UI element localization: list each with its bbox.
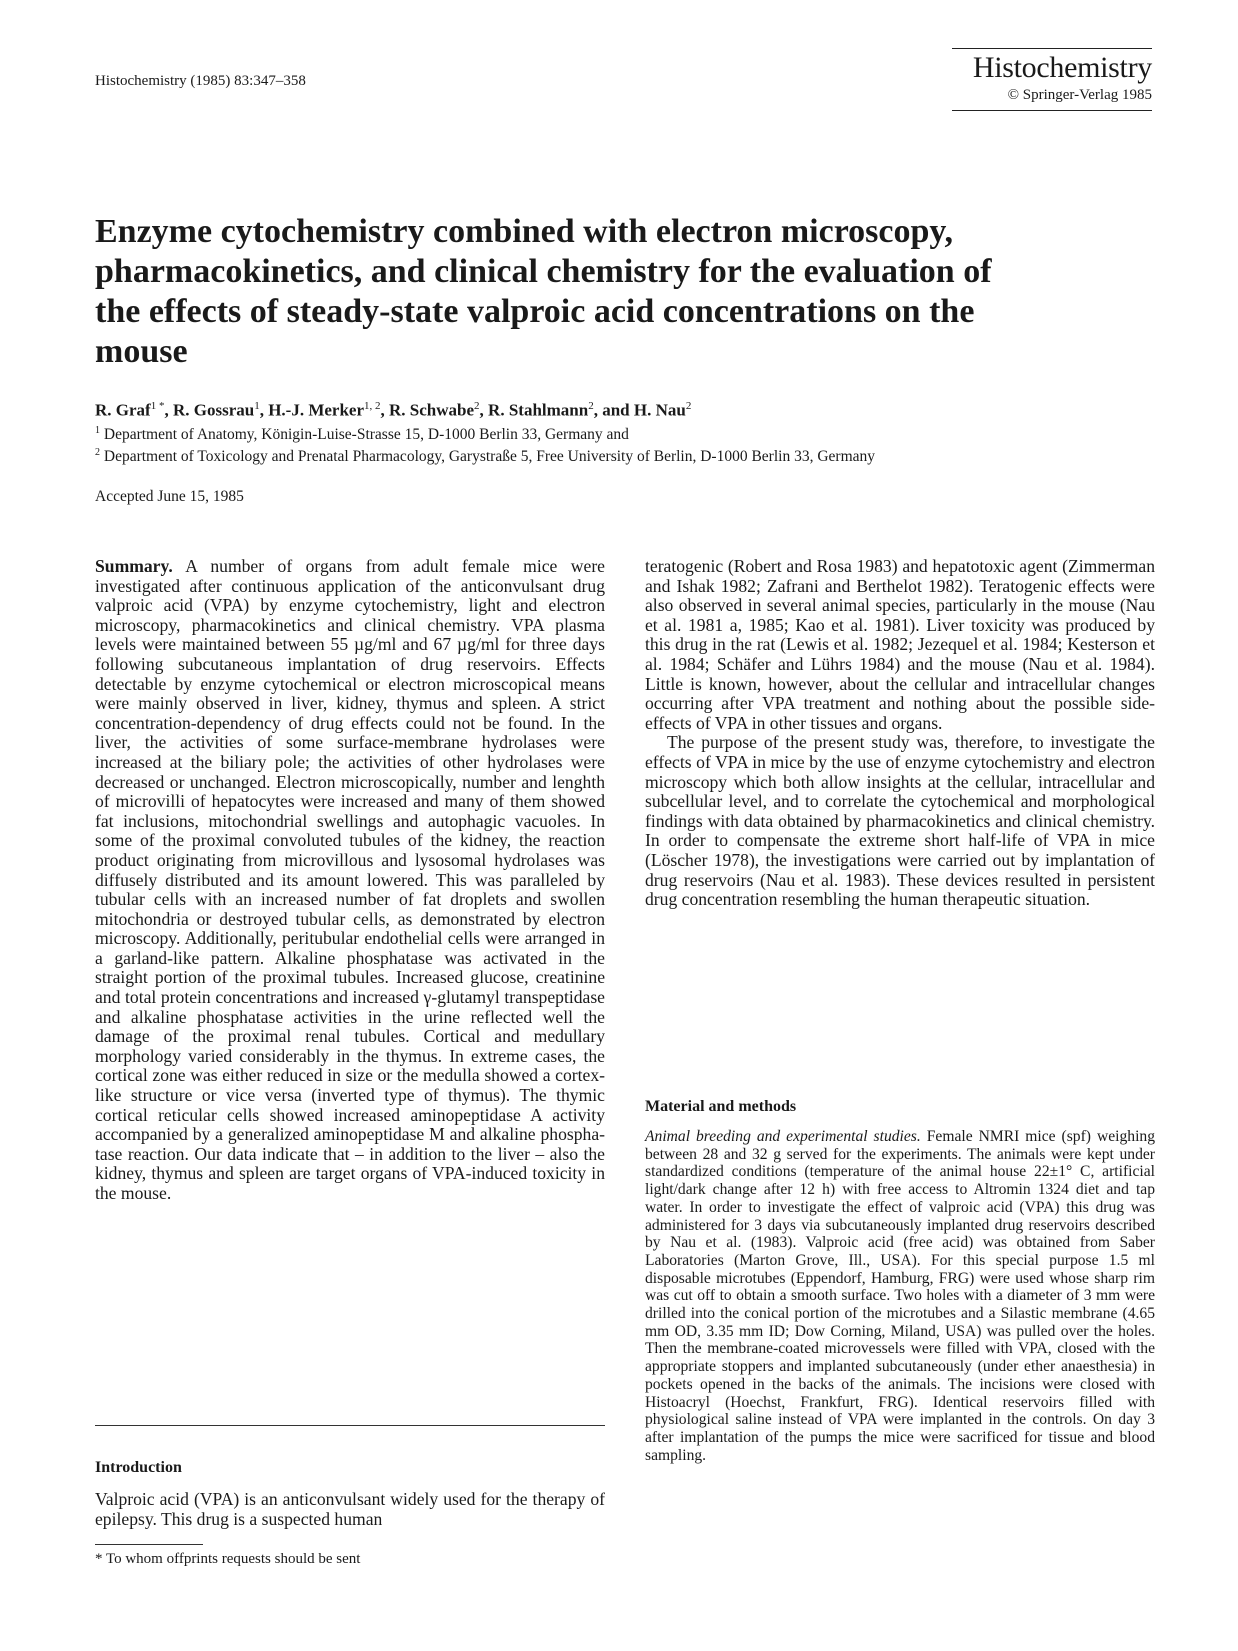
- author-affil-mark: 2: [474, 400, 480, 412]
- affiliation-text: Department of Anatomy, Königin-Luise-Strasse 15, D-1000 Berlin 33, Germany and: [103, 426, 629, 444]
- affiliation-number: 2: [95, 447, 100, 458]
- section-divider: [95, 1425, 605, 1426]
- affiliation-number: 1: [95, 425, 100, 436]
- affiliation-1: [95, 425, 629, 444]
- brand-top-rule: [952, 48, 1152, 49]
- author-affil-mark: 1: [254, 400, 260, 412]
- journal-name: Histochemistry: [972, 51, 1152, 84]
- accepted-date: Accepted June 15, 1985: [95, 488, 244, 505]
- author-affil-mark: 1 *: [150, 400, 165, 412]
- publisher-line: © Springer-Verlag 1985: [952, 85, 1152, 111]
- introduction-continued: [645, 557, 1155, 910]
- author-name: R. Graf: [95, 400, 151, 420]
- author-name: R. Gossrau: [172, 400, 255, 420]
- author-name: H.-J. Merker: [268, 400, 365, 420]
- methods-section: [645, 1128, 1155, 1464]
- author-name: R. Schwabe: [389, 400, 475, 420]
- summary-text: A number of organs from adult female mice were investigated after continuous application of the anticonvulsant drug valproic acid (VPA) by enzyme cytochemistry, light and electron microscopy, pharmacokinetics and clinical chemistry. VPA plasma levels were maintained between 55 µg/ml and 67 µg/ml for three days following subcutaneous implantation of drug reservoirs. Effects detectable by enzyme cytochemical or electron microscopical means were mainly observed in liver, kidney, thymus and spleen. A strict concentration-dependency of drug effects could not be found. In the liver, the activities of some surface-membrane hydrolases were increased at the biliary pole; the activities of other hydrolases were decreased or unchanged. Electron microscopically, number and lenghth of microvilli of hepatocytes were increased and many of them showed fat inclusions, mitochondrial swellings and autophagic vacuoles. In some of the proximal convoluted tubules of the kidney, the reaction product originating from microvillous and lysosomal hydrolases was diffusely distributed and its amount lowered. This was paralleled by tubular cells with an increased number of fat droplets and swollen mitochondria or destroyed tubular cells, as demonstrated by electron microscopy. Additionally, peritubular endothelial cells were arranged in a garland-like pattern. Alkaline phosphatase was activated in the straight portion of the proximal tubules. Increased glucose, creatinine and total protein concentrations and increased γ-glutamyl transpeptidase and alkaline phosphatase activities in the urine reflected well the damage of the proximal renal tubules. Cortical and medullary morphology varied considerably in the thymus. In extreme cases, the cortical zone was either reduced in size or the medulla showed a cortex-like structure or vice versa (inverted type of thymus). The thymic cortical reticular cells showed increased aminopeptidase A activity accompanied by a generalized aminopeptidase M and alkaline phosphatase reaction. Our data indicate that – in addition to the liver – also the kidney, thymus and spleen are target organs of VPA-induced toxicity in the mouse.: [95, 556, 605, 1203]
- summary-section: [95, 557, 605, 1204]
- summary-label: Summary.: [95, 556, 173, 576]
- affiliation-text: Department of Toxicology and Prenatal Pharmacology, Garystraße 5, Free University of Berlin, D-1000 Berlin 33, Germany: [103, 448, 876, 466]
- journal-brand: [952, 48, 1152, 111]
- author-list: R. Graf$^{1 *}$, R. Gossrau$^1$, H.-J. Merker$^{1, 2}$, R. Schwabe$^2$, R. Stahlmann$^2$, and H. Nau$^2$: [95, 400, 692, 420]
- introduction-text-left: [95, 1490, 605, 1529]
- methods-heading: Material and methods: [645, 1098, 797, 1115]
- introduction-heading: Introduction: [95, 1459, 182, 1476]
- introduction-paragraph-1: teratogenic (Robert and Rosa 1983) and hepatotoxic agent (Zimmerman and Ishak 1982; Zafrani and Berthelot 1982). Teratogenic effects were also observed in several animal species, particularly in the mouse (Nau et al. 1981 a, 1985; Kao et al. 1981). Liver toxicity was produced by this drug in the rat (Lewis et al. 1982; Jezequel et al. 1984; Kesterson et al. 1984; Schäfer and Lührs 1984) and the mouse (Nau et al. 1984). Little is known, however, about the cellular and intracellular changes occurring after VPA treatment and nothing about the possible side-effects of VPA in other tissues and organs.: [645, 556, 1155, 733]
- author-affil-mark: 2: [685, 400, 692, 412]
- footnote: * To whom offprints requests should be sent: [95, 1551, 361, 1567]
- journal-reference: Histochemistry (1985) 83:347–358: [95, 73, 306, 89]
- article-title: Enzyme cytochemistry combined with electron microscopy, pharmacokinetics, and clinical chemistry for the evaluation of the effects of steady-state valproic acid concentrations on the mouse: [95, 213, 992, 370]
- affiliation-2: [95, 447, 875, 466]
- footnote-rule: [95, 1544, 203, 1545]
- methods-subheading: Animal breeding and experimental studies.: [645, 1128, 921, 1145]
- author-name: R. Stahlmann: [488, 400, 589, 420]
- author-affil-mark: 1, 2: [364, 400, 381, 412]
- introduction-paragraph-2: The purpose of the present study was, therefore, to investigate the effects of VPA in mice by the use of enzyme cytochemistry and electron microscopy which both allow insights at the cellular, intracellular and subcellular level, and to correlate the cytochemical and morphological findings with data obtained by pharmacokinetics and clinical chemistry. In order to compensate the extreme short half-life of VPA in mice (Löscher 1978), the investigations were carried out by implantation of drug reservoirs (Nau et al. 1983). These devices resulted in persistent drug concentration resembling the human therapeutic situation.: [645, 732, 1155, 910]
- author-affil-mark: 2: [588, 400, 594, 412]
- methods-text: Female NMRI mice (spf) weighing between 28 and 32 g served for the experiments. The animals were kept under standardized conditions (temperature of the animal house 22±1° C, artificial light/dark change after 12 h) with free access to Altromin 1324 diet and tap water. In order to investigate the effect of valproic acid (VPA) this drug was administered for 3 days via subcutaneously implanted drug reservoirs described by Nau et al. (1983). Valproic acid (free acid) was obtained from Saber Laboratories (Marton Grove, Ill., USA). For this special purpose 1.5 ml disposable microtubes (Eppendorf, Hamburg, FRG) were used whose sharp rim was cut off to obtain a smooth surface. Two holes with a diameter of 3 mm were drilled into the conical portion of the microtubes and a Silastic membrane (4.65 mm OD, 3.35 mm ID; Dow Corning, Miland, USA) was pulled over the holes. Then the membrane-coated microvessels were filled with VPA, closed with the appropriate stoppers and implanted subcutaneously (under ether anaesthesia) in pockets opened in the backs of the animals. The incisions were closed with Histoacryl (Hoechst, Frankfurt, FRG). Identical reservoirs filled with physiological saline instead of VPA were implanted in the controls. On day 3 after implantation of the pumps the mice were sacrificed for tissue and blood sampling.: [645, 1128, 1155, 1464]
- author-name: and H. Nau: [602, 400, 686, 420]
- introduction-paragraph: Valproic acid (VPA) is an anticonvulsant widely used for the therapy of epilepsy. This drug is a suspected human: [95, 1489, 605, 1529]
